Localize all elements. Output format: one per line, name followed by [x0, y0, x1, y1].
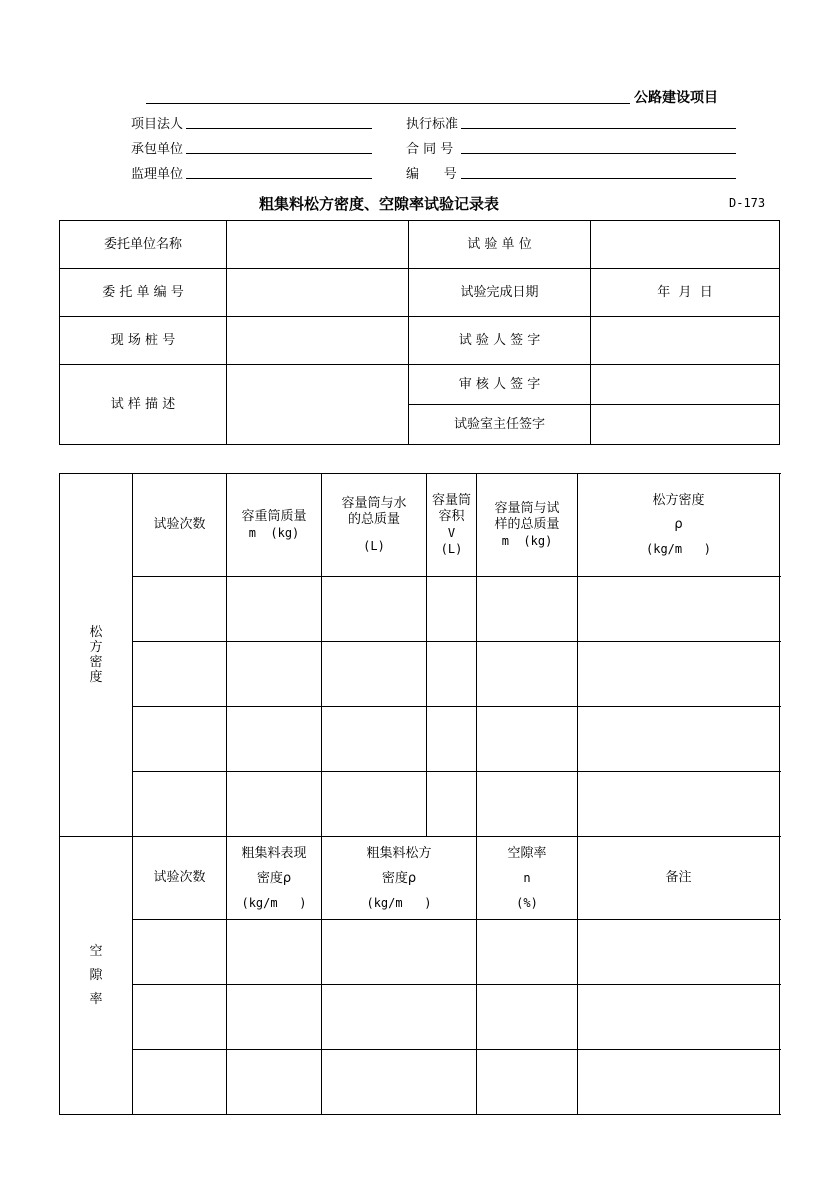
bulk-cell[interactable] — [133, 707, 227, 772]
bulk-cell[interactable] — [477, 707, 578, 772]
sample-desc-value[interactable] — [227, 365, 409, 445]
bulk-container-water-l2: 的总质量 — [347, 512, 400, 527]
bulk-container-volume-l3: (L) — [440, 542, 463, 556]
field-label-contractor: 承包单位 — [131, 142, 184, 157]
sample-desc-label: 试 样 描 述 — [60, 365, 227, 445]
bulk-cell[interactable] — [322, 577, 427, 642]
voids-section-text: 空隙率 — [89, 943, 103, 1007]
lab-head-sign-value[interactable] — [591, 405, 780, 445]
bulk-section-text: 松方密度 — [89, 624, 103, 685]
voids-section-label — [60, 837, 133, 1115]
complete-date-value[interactable]: 年 月 日 — [591, 269, 780, 317]
voids-cell[interactable] — [578, 1050, 780, 1115]
bulk-cell[interactable] — [322, 642, 427, 707]
voids-bulk-l1: 粗集料松方 — [366, 845, 432, 861]
form-code: D-173 — [729, 196, 766, 210]
bulk-cell[interactable] — [227, 642, 322, 707]
voids-header-bulk-density — [322, 837, 477, 920]
bulk-container-volume-l2: V — [447, 526, 456, 540]
client-name-label: 委托单位名称 — [60, 221, 227, 269]
bulk-cell[interactable] — [477, 577, 578, 642]
bulk-cell[interactable] — [133, 577, 227, 642]
bulk-cell[interactable] — [427, 577, 477, 642]
field-label-contract-no: 合 同 号 — [406, 142, 454, 157]
voids-cell[interactable] — [227, 920, 322, 985]
tester-sign-label: 试 验 人 签 字 — [409, 317, 591, 365]
field-line-serial-no[interactable] — [461, 178, 736, 179]
bulk-cell[interactable] — [427, 772, 477, 837]
bulk-container-mass-l2: m (kg) — [248, 526, 300, 540]
voids-apparent-l1: 粗集料表现 — [241, 845, 307, 861]
bulk-container-mass-l1: 容重筒质量 — [241, 509, 307, 524]
voids-header-count: 试验次数 — [133, 837, 227, 920]
reviewer-sign-value[interactable] — [591, 365, 780, 405]
client-name-value[interactable] — [227, 221, 409, 269]
bulk-cell[interactable] — [578, 642, 780, 707]
bulk-cell[interactable] — [227, 577, 322, 642]
bulk-cell[interactable] — [133, 772, 227, 837]
field-line-supervisor[interactable] — [186, 178, 372, 179]
voids-ratio-l3: (%) — [516, 895, 538, 910]
reviewer-sign-label: 审 核 人 签 字 — [409, 365, 591, 405]
voids-header-apparent-density — [227, 837, 322, 920]
bulk-container-volume-l1: 容量筒容积 — [431, 493, 471, 524]
field-line-contractor[interactable] — [186, 153, 372, 154]
voids-cell[interactable] — [322, 920, 477, 985]
voids-cell[interactable] — [477, 985, 578, 1050]
voids-cell[interactable] — [322, 1050, 477, 1115]
voids-cell[interactable] — [227, 1050, 322, 1115]
tester-sign-value[interactable] — [591, 317, 780, 365]
voids-ratio-l2: n — [523, 870, 531, 885]
bulk-header-container-sample — [477, 474, 578, 577]
voids-bulk-l3: (kg/m ) — [366, 895, 432, 910]
field-line-contract-no[interactable] — [461, 153, 736, 154]
bulk-section-label — [60, 474, 133, 837]
station-value[interactable] — [227, 317, 409, 365]
bulk-cell[interactable] — [227, 707, 322, 772]
field-label-serial-no: 编 号 — [406, 167, 457, 182]
voids-bulk-l2: 密度ρ — [381, 870, 417, 886]
bulk-cell[interactable] — [322, 707, 427, 772]
lab-head-sign-label: 试验室主任签字 — [409, 405, 591, 445]
field-line-legal-person[interactable] — [186, 128, 372, 129]
bulk-cell[interactable] — [578, 772, 780, 837]
bulk-cell[interactable] — [227, 772, 322, 837]
bulk-cell[interactable] — [578, 707, 780, 772]
bulk-header-container-mass — [227, 474, 322, 577]
voids-apparent-l3: (kg/m ) — [241, 895, 307, 910]
field-label-supervisor: 监理单位 — [131, 167, 184, 182]
field-line-standard[interactable] — [461, 128, 736, 129]
project-suffix: 公路建设项目 — [634, 90, 718, 106]
voids-cell[interactable] — [477, 920, 578, 985]
bulk-density-l2: ρ — [674, 517, 683, 532]
bulk-header-container-water — [322, 474, 427, 577]
bulk-density-l3: (kg/m ) — [646, 542, 712, 556]
bulk-container-sample-l3: m (kg) — [501, 534, 553, 548]
field-label-legal-person: 项目法人 — [131, 117, 184, 132]
bulk-cell[interactable] — [477, 772, 578, 837]
voids-cell[interactable] — [133, 985, 227, 1050]
bulk-header-bulk-density — [578, 474, 780, 577]
voids-cell[interactable] — [133, 1050, 227, 1115]
bulk-header-container-volume — [427, 474, 477, 577]
project-name-line[interactable] — [146, 103, 630, 104]
voids-header-void-ratio — [477, 837, 578, 920]
test-unit-value[interactable] — [591, 221, 780, 269]
order-no-value[interactable] — [227, 269, 409, 317]
station-label: 现 场 桩 号 — [60, 317, 227, 365]
field-label-standard: 执行标准 — [406, 117, 459, 132]
voids-cell[interactable] — [578, 985, 780, 1050]
bulk-header-count: 试验次数 — [133, 474, 227, 577]
voids-header-remark: 备注 — [578, 837, 780, 920]
info-table — [59, 220, 780, 445]
voids-cell[interactable] — [133, 920, 227, 985]
voids-cell[interactable] — [578, 920, 780, 985]
bulk-density-l1: 松方密度 — [652, 493, 705, 508]
bulk-cell[interactable] — [133, 642, 227, 707]
bulk-cell[interactable] — [322, 772, 427, 837]
voids-cell[interactable] — [322, 985, 477, 1050]
voids-cell[interactable] — [477, 1050, 578, 1115]
voids-cell[interactable] — [227, 985, 322, 1050]
bulk-cell[interactable] — [578, 577, 780, 642]
form-title: 粗集料松方密度、空隙率试验记录表 — [259, 195, 500, 213]
bulk-container-sample-l1: 容量筒与试 — [494, 501, 560, 516]
bulk-cell[interactable] — [427, 642, 477, 707]
order-no-label: 委 托 单 编 号 — [60, 269, 227, 317]
voids-ratio-l1: 空隙率 — [507, 845, 547, 861]
bulk-container-sample-l2: 样的总质量 — [494, 517, 560, 532]
bulk-cell[interactable] — [427, 707, 477, 772]
test-unit-label: 试 验 单 位 — [409, 221, 591, 269]
data-table — [59, 473, 780, 1115]
bulk-container-water-l1: 容量筒与水 — [341, 496, 407, 511]
bulk-cell[interactable] — [477, 642, 578, 707]
bulk-container-water-l3: (L) — [363, 539, 385, 553]
complete-date-label: 试验完成日期 — [409, 269, 591, 317]
voids-apparent-l2: 密度ρ — [256, 870, 292, 886]
